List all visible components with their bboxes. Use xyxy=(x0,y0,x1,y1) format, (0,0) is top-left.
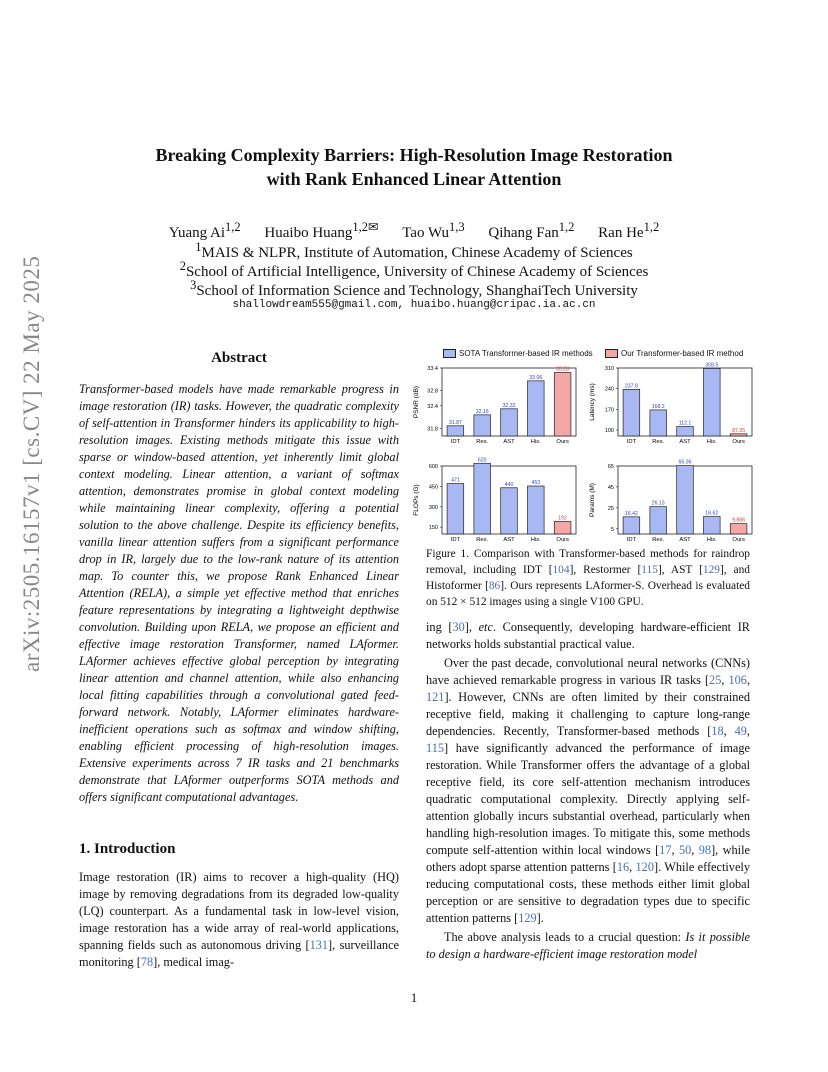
citation-link[interactable]: 86 xyxy=(488,580,501,592)
x-tick-label: IDT xyxy=(450,439,461,445)
y-tick-label: 65 xyxy=(607,464,614,470)
citation-link[interactable]: 25 xyxy=(709,673,722,687)
title-line-1: Breaking Complexity Barriers: High-Resolution Image Restoration xyxy=(155,145,673,165)
data-label: 112.1 xyxy=(678,420,692,427)
y-tick-label: 25 xyxy=(607,505,614,512)
y-tick-label: 450 xyxy=(428,484,438,491)
x-tick-label: AST xyxy=(679,537,691,543)
x-tick-label: Ours xyxy=(732,439,745,445)
y-tick-label: 32.4 xyxy=(427,403,438,410)
y-tick-label: 45 xyxy=(607,484,614,491)
affiliation: $^3$School of Information Science and Technology, ShanghaiTech University xyxy=(190,278,638,299)
citation-link[interactable]: 131 xyxy=(309,938,329,952)
bar xyxy=(650,507,667,534)
bar xyxy=(474,463,491,534)
bar xyxy=(447,426,464,436)
x-tick-label: Ours xyxy=(556,537,569,543)
author: Qihang Fan$^{1,2}$ xyxy=(488,220,575,241)
title-line-2: with Rank Enhanced Linear Attention xyxy=(266,169,562,189)
y-tick-label: 310 xyxy=(604,366,614,372)
bar xyxy=(703,517,720,534)
y-tick-label: 32.8 xyxy=(427,388,438,395)
chart-panel xyxy=(413,457,576,543)
data-label: 192 xyxy=(558,515,567,522)
data-label: 87.35 xyxy=(732,427,746,434)
affiliation: $^1$MAIS & NLPR, Institute of Automation, Chinese Academy of Sciences xyxy=(195,240,633,261)
citation-link[interactable]: 115 xyxy=(641,564,658,576)
data-label: 33.28 xyxy=(556,366,570,373)
bar xyxy=(501,409,518,436)
y-tick-label: 31.8 xyxy=(427,426,438,433)
y-tick-label: 100 xyxy=(604,428,614,435)
author-emails: shallowdream555@gmail.com, huaibo.huang@cripac.ia.ac.cn xyxy=(232,299,596,311)
paper-title xyxy=(0,143,828,191)
data-label: 32.32 xyxy=(502,402,516,409)
data-label: 440 xyxy=(504,481,514,488)
section-heading: 1. Introduction xyxy=(79,841,176,857)
y-axis-label: PSNR (dB) xyxy=(413,385,420,419)
page-number: 1 xyxy=(410,990,418,1005)
y-tick-label: 300 xyxy=(428,504,438,511)
abstract-body: Transformer-based models have made remarkable progress in image restoration (IR) tasks. However, the quadratic complexity of self-attention in Transformer hinders its applicability to high-resolution images. Existing methods mitigate this issue with sparse or window-based attention, yet inherently limit global context modeling. Linear attention, a variant of softmax attention, demonstrates promise in global context modeling while maintaining linear complexity, offering a potential solution to the above challenge. Despite its efficiency benefits, vanilla linear attention suffers from a significant performance drop in IR, largely due to the low-rank nature of its attention map. To counter this, we propose Rank Enhanced Linear Attention (RELA), a simple yet effective method that enriches feature representations by integrating a lightweight depthwise convolution. Building upon RELA, we propose an efficient and effective image restoration Transformer, named LAformer. LAformer achieves effective global perception by integrating linear attention and channel attention, while also enhancing local fitting capabilities through a convolutional gated feed-forward network. Notably, LAformer eliminates hardware-inefficient operations such as softmax and window shifting, enabling efficient processing of high-resolution images. Extensive experiments across 7 IR tasks and 21 benchmarks demonstrate that LAformer outperforms SOTA methods and offers significant computational advantages. xyxy=(79,382,399,804)
data-label: 31.87 xyxy=(448,419,462,426)
data-label: 308.5 xyxy=(705,362,719,369)
x-tick-label: AST xyxy=(679,439,691,445)
citation-link[interactable]: 18 xyxy=(711,724,724,738)
data-label: 168.2 xyxy=(651,403,665,410)
x-tick-label: Res. xyxy=(652,537,665,543)
citation-link[interactable]: 104 xyxy=(552,564,570,576)
y-tick-label: 150 xyxy=(428,525,438,532)
y-tick-label: 600 xyxy=(428,464,438,470)
y-axis-label: Latency (ms) xyxy=(589,383,596,421)
chart-panel xyxy=(589,362,752,445)
x-tick-label: His. xyxy=(530,537,541,543)
citation-link[interactable]: 50 xyxy=(678,843,692,857)
citation-link[interactable]: 78 xyxy=(140,955,154,969)
intro-paragraph: Image restoration (IR) aims to recover a high-quality (HQ) image by removing degradations from its degraded low-quality (LQ) counterpart. As a fundamental task in low-level vision, image restoration has a wide array of real-world applications, spanning fields such as autonomous driving [131], surveillance monitoring [78], medical imag- xyxy=(79,870,399,969)
bar xyxy=(554,521,571,534)
y-tick-label: 33.4 xyxy=(427,366,438,372)
bar xyxy=(677,466,694,534)
citation-link[interactable]: 120 xyxy=(635,860,654,874)
arxiv-stamp: arXiv:2505.16157v1 [cs.CV] 22 May 2025 xyxy=(19,255,44,672)
citation-link[interactable]: 16 xyxy=(616,860,630,874)
x-tick-label: Res. xyxy=(476,537,489,543)
paragraph: The above analysis leads to a crucial question: Is it possible to design a hardware-efficient image restoration model xyxy=(426,930,751,961)
x-tick-label: His. xyxy=(530,439,541,445)
data-label: 620 xyxy=(477,457,487,464)
x-tick-label: Ours xyxy=(732,537,745,543)
bar xyxy=(650,410,667,436)
citation-link[interactable]: 30 xyxy=(452,620,465,634)
paragraph: ing [30], etc. Consequently, developing hardware-efficient IR networks holds substantial practical value. xyxy=(426,620,750,651)
data-label: 16.42 xyxy=(624,510,638,517)
author: Huaibo Huang$^{1,2✉}$ xyxy=(264,220,379,241)
y-tick-label: 240 xyxy=(604,386,614,393)
bar xyxy=(527,381,544,436)
bar xyxy=(623,517,640,534)
bar xyxy=(623,389,640,436)
data-label: 65.36 xyxy=(678,459,692,466)
bar xyxy=(730,524,747,534)
author: Tao Wu$^{1,3}$ xyxy=(402,220,465,241)
y-axis-label: FLOPs (G) xyxy=(413,484,420,516)
data-label: 453 xyxy=(531,479,541,486)
bar xyxy=(554,373,571,436)
right-column-body xyxy=(426,619,750,965)
bar xyxy=(501,488,518,534)
bar xyxy=(703,368,720,436)
data-label: 16.62 xyxy=(705,510,719,517)
citation-link[interactable]: 17 xyxy=(659,843,672,857)
data-label: 26.13 xyxy=(651,500,665,507)
x-tick-label: His. xyxy=(706,439,717,445)
citation-link[interactable]: 106 xyxy=(728,673,747,687)
data-label: 237.8 xyxy=(624,383,638,390)
data-label: 9.886 xyxy=(732,517,746,524)
chart-panel xyxy=(413,366,576,445)
bar xyxy=(474,415,491,436)
data-label: 32.16 xyxy=(475,408,489,415)
x-tick-label: IDT xyxy=(450,537,461,543)
legend-swatch xyxy=(605,349,618,358)
figure-1-charts xyxy=(410,362,760,550)
x-tick-label: AST xyxy=(503,537,515,543)
citation-link[interactable]: 121 xyxy=(426,690,445,704)
legend-item-sota: SOTA Transformer-based IR methods xyxy=(443,349,593,358)
x-tick-label: His. xyxy=(706,537,717,543)
author: Ran He$^{1,2}$ xyxy=(598,220,660,241)
legend-swatch xyxy=(443,349,456,358)
data-label: 471 xyxy=(451,477,460,484)
legend-item-ours: Our Transformer-based IR method xyxy=(605,349,743,358)
bar xyxy=(730,434,747,436)
y-axis-label: Params (M) xyxy=(589,483,596,517)
data-label: 33.06 xyxy=(529,374,543,381)
x-tick-label: IDT xyxy=(626,537,637,543)
abstract-heading: Abstract xyxy=(211,350,267,366)
citation-link[interactable]: 129 xyxy=(702,564,720,576)
y-tick-label: 5 xyxy=(610,526,614,533)
bar xyxy=(447,484,464,534)
citation-link[interactable]: 49 xyxy=(734,724,747,738)
y-tick-label: 170 xyxy=(604,407,614,414)
x-tick-label: IDT xyxy=(626,439,637,445)
chart-panel xyxy=(589,460,752,543)
x-tick-label: Ours xyxy=(556,439,569,445)
author: Yuang Ai$^{1,2}$ xyxy=(168,220,241,241)
x-tick-label: AST xyxy=(503,439,515,445)
citation-link[interactable]: 115 xyxy=(426,741,444,755)
x-tick-label: Res. xyxy=(476,439,489,445)
bar xyxy=(677,427,694,436)
citation-link[interactable]: 129 xyxy=(518,911,537,925)
figure-caption: Figure 1. Comparison with Transformer-based methods for raindrop removal, including IDT [104], Restormer [115], AST [129], and Histoformer [86]. Ours represents LAformer-S. Overhead is evaluated on 512 × 512 images using a single V100 GPU. xyxy=(426,548,750,608)
paragraph: Over the past decade, convolutional neural networks (CNNs) have achieved remarkable progress in various IR tasks [25, 106, 121]. However, CNNs are often limited by their constrained receptive field, making it challenging to capture long-range dependencies. Recently, Transformer-based methods [18, 49, 115] have significantly advanced the performance of image restoration. While Transformer offers the advantage of a global receptive field, its core self-attention mechanism introduces quadratic computational complexity. Directly applying self-attention globally incurs substantial overhead, particularly when handling high-resolution images. To mitigate this, some methods compute self-attention within local windows [17, 50, 98], while others adopt sparse attention patterns [16, 120]. While effectively reducing computational costs, these methods either limit global perception or are sensitive to degradation types due to specific attention patterns [129]. xyxy=(426,656,751,925)
citation-link[interactable]: 98 xyxy=(698,843,712,857)
affiliation: $^2$School of Artificial Intelligence, University of Chinese Academy of Sciences xyxy=(179,259,649,280)
x-tick-label: Res. xyxy=(652,439,665,445)
bar xyxy=(527,486,544,534)
